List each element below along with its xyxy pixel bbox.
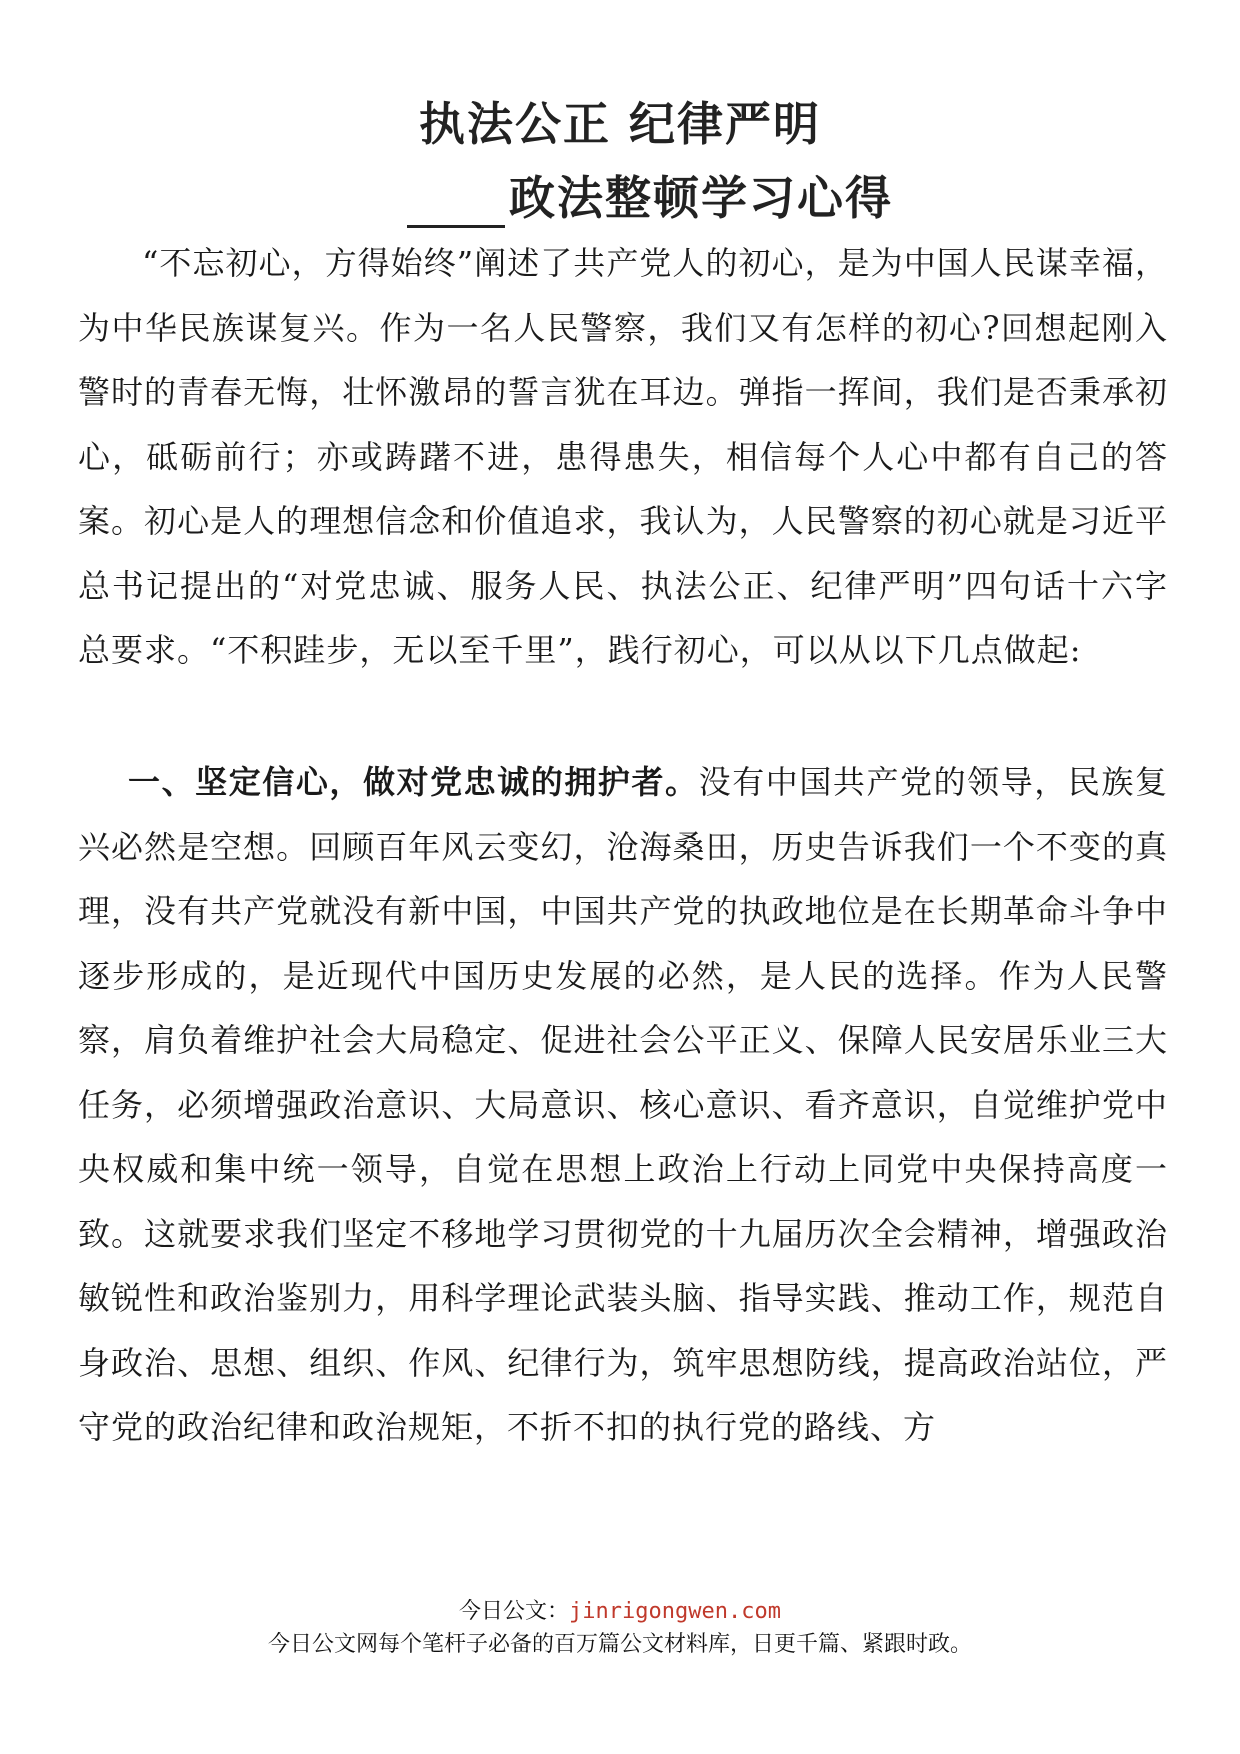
paragraph-text: “不忘初心，方得始终”阐述了共产党人的初心，是为中国人民谋幸福，为中华民族谋复兴。作为一名人民警察，我们又有怎样的初心?回想起刚入警时的青春无悔，壮怀激昂的誓言犹在耳边。弹指一挥间，我们是否秉承初心，砥砺前行；亦或踌躇不进，患得患失，相信每个人心中都有自己的答案。初心是人的理想信念和价值追求，我认为，人民警察的初心就是习近平总书记提出的“对党忠诚、服务人民、执法公正、纪律严明”四句话十六字总要求。“不积跬步，无以至千里”，践行初心，可以从以下几点做起: <box>78 244 1168 669</box>
footer-source <box>0 1594 1240 1625</box>
footer-slogan: 今日公文网每个笔杆子必备的百万篇公文材料库，日更千篇、紧跟时政。 <box>267 1632 972 1657</box>
footer-site-link[interactable]: jinrigongwen.com <box>569 1599 781 1624</box>
body-paragraph-2 <box>78 750 1168 1460</box>
footer-source-label: 今日公文： <box>459 1599 570 1624</box>
document-title: 执法公正 纪律严明 <box>418 97 821 151</box>
paragraph-heading: 一、坚定信心，做对党忠诚的拥护者。 <box>128 763 699 801</box>
subtitle-underline <box>407 185 505 228</box>
subtitle-text: 政法整顿学习心得 <box>509 171 893 225</box>
document-subtitle <box>30 162 1240 228</box>
paragraph-text: 没有中国共产党的领导，民族复兴必然是空想。回顾百年风云变幻，沧海桑田，历史告诉我们一个不变的真理，没有共产党就没有新中国，中国共产党的执政地位是在长期革命斗争中逐步形成的，是近现代中国历史发展的必然，是人民的选择。作为人民警察，肩负着维护社会大局稳定、促进社会公平正义、保障人民安居乐业三大任务，必须增强政治意识、大局意识、核心意识、看齐意识，自觉维护党中央权威和集中统一领导，自觉在思想上政治上行动上同党中央保持高度一致。这就要求我们坚定不移地学习贯彻党的十九届历次全会精神，增强政治敏锐性和政治鉴别力，用科学理论武装头脑、指导实践、推动工作，规范自身政治、思想、组织、作风、纪律行为，筑牢思想防线，提高政治站位，严守党的政治纪律和政治规矩，不折不扣的执行党的路线、方 <box>78 763 1168 1446</box>
body-paragraph-1 <box>78 231 1168 683</box>
